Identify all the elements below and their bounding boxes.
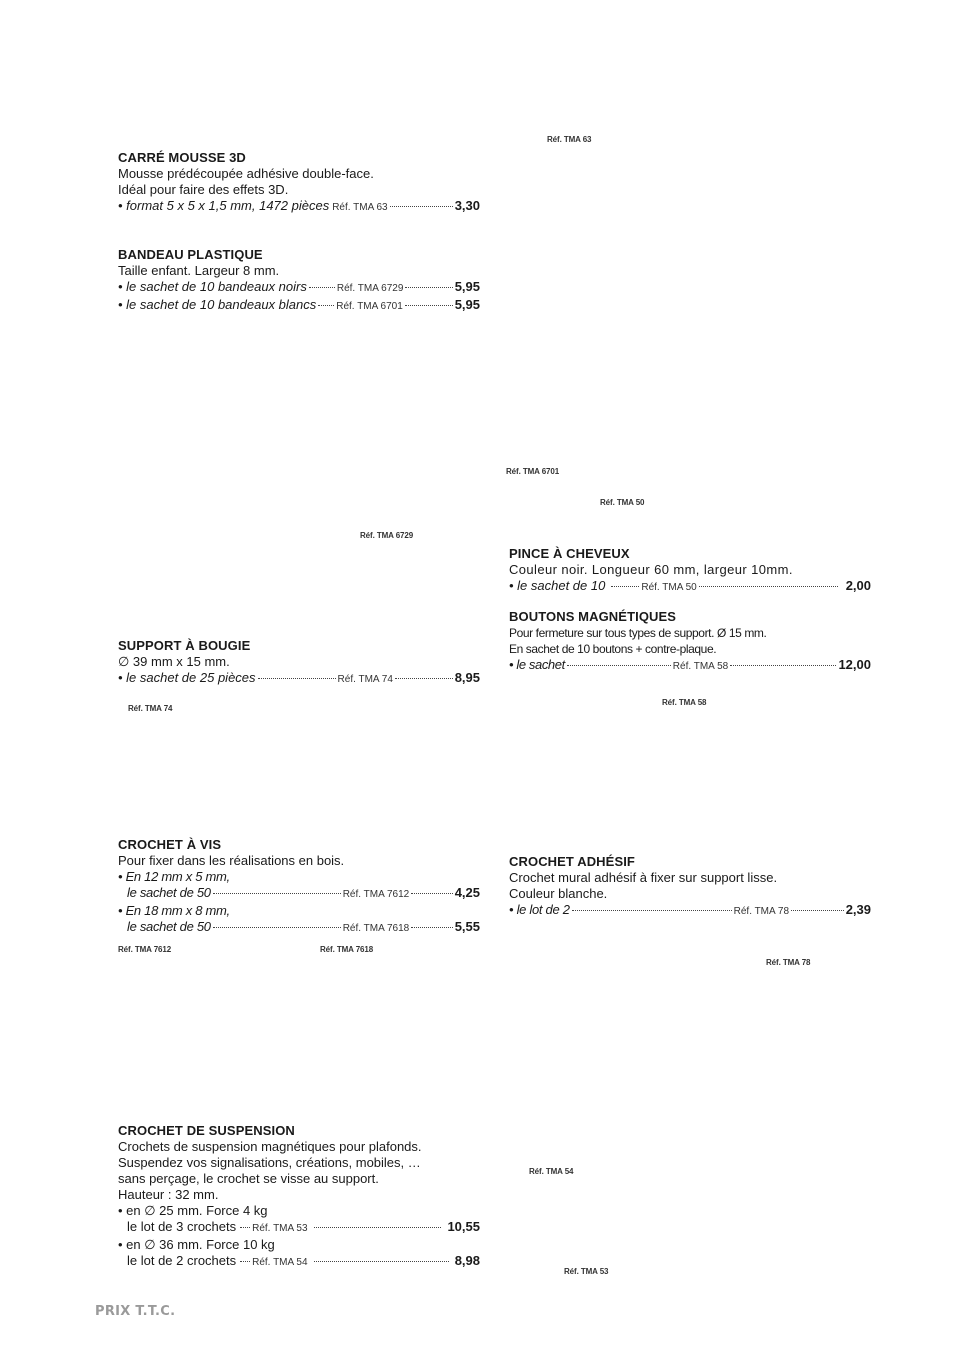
item-label: le lot de 3 crochets (127, 1219, 237, 1234)
dot-leader (405, 305, 453, 306)
product-pince (509, 546, 871, 596)
item-ref: Réf. TMA 7618 (342, 923, 410, 934)
item-ref: Réf. TMA 78 (733, 906, 790, 917)
price-note-footer: PRIX T.T.C. (95, 1304, 176, 1319)
item-label: • le sachet (509, 657, 565, 672)
item-ref: Réf. TMA 74 (337, 674, 393, 685)
dot-leader (411, 927, 452, 928)
dot-leader (240, 1261, 250, 1262)
item-price: 2,00 (845, 578, 871, 593)
price-line (118, 1219, 480, 1237)
product-description: Couleur blanche. (509, 886, 608, 901)
product-description: ∅ 39 mm x 15 mm. (118, 654, 230, 669)
product-bandeau (118, 247, 480, 315)
product-description: Pour fixer dans les réalisations en bois. (118, 853, 345, 868)
price-line (118, 919, 480, 937)
product-crochet-vis (118, 837, 480, 937)
dot-leader (213, 927, 341, 928)
product-title: BOUTONS MAGNÉTIQUES (509, 609, 677, 624)
product-title: BANDEAU PLASTIQUE (118, 247, 263, 262)
dot-leader (572, 910, 732, 911)
product-description: Crochet mural adhésif à fixer sur support lisse. (509, 870, 778, 885)
item-label: • le sachet de 10 (509, 578, 606, 593)
price-line (118, 1253, 480, 1271)
item-price: 5,55 (454, 919, 480, 934)
dot-leader (258, 678, 336, 679)
product-description: Taille enfant. Largeur 8 mm. (118, 263, 280, 278)
product-support-bougie (118, 638, 480, 688)
product-title: CARRÉ MOUSSE 3D (118, 150, 246, 165)
product-crochet-adhesif (509, 854, 871, 920)
product-title: CROCHET ADHÉSIF (509, 854, 635, 869)
item-label: • en ∅ 36 mm. Force 10 kg (118, 1237, 275, 1252)
item-ref: Réf. TMA 6729 (336, 283, 404, 294)
product-description: Couleur noir. Longueur 60 mm, largeur 10mm. (509, 562, 793, 577)
product-description: Idéal pour faire des effets 3D. (118, 182, 289, 197)
product-crochet-suspension (118, 1123, 480, 1271)
price-line (509, 657, 871, 675)
caption-tma58: Réf. TMA 58 (662, 698, 707, 707)
item-price: 12,00 (838, 657, 871, 672)
product-description: sans perçage, le crochet se visse au support. (118, 1171, 379, 1186)
product-description: En sachet de 10 boutons + contre-plaque. (509, 642, 717, 656)
product-boutons (509, 609, 871, 675)
item-ref: Réf. TMA 53 (252, 1223, 308, 1234)
price-line (118, 198, 480, 216)
product-title: PINCE À CHEVEUX (509, 546, 630, 561)
product-description: Pour fermeture sur tous types de support. Ø 15 mm. (509, 626, 767, 640)
item-ref: Réf. TMA 7612 (342, 889, 410, 900)
dot-leader (318, 305, 334, 306)
price-line (118, 885, 480, 903)
item-ref: Réf. TMA 58 (672, 661, 729, 672)
price-line (118, 279, 480, 297)
item-label: le sachet de 50 (127, 919, 211, 934)
item-label: • en ∅ 25 mm. Force 4 kg (118, 1203, 268, 1218)
product-description: Suspendez vos signalisations, créations, mobiles, … (118, 1155, 421, 1170)
caption-tma53: Réf. TMA 53 (564, 1267, 609, 1276)
product-title: CROCHET À VIS (118, 837, 222, 852)
dot-leader (213, 893, 341, 894)
product-description: Hauteur : 32 mm. (118, 1187, 219, 1202)
dot-leader (730, 665, 836, 666)
item-ref: Réf. TMA 54 (252, 1257, 308, 1268)
dot-leader (314, 1261, 449, 1262)
price-line (509, 578, 871, 596)
item-price: 3,30 (454, 198, 480, 213)
caption-tma78: Réf. TMA 78 (766, 958, 811, 967)
price-line (509, 902, 871, 920)
product-title: CROCHET DE SUSPENSION (118, 1123, 295, 1138)
product-description: Crochets de suspension magnétiques pour plafonds. (118, 1139, 422, 1154)
item-label: • le sachet de 10 bandeaux blancs (118, 297, 317, 312)
product-description: Mousse prédécoupée adhésive double-face. (118, 166, 374, 181)
product-carre-mousse (118, 150, 480, 216)
item-label: le sachet de 50 (127, 885, 211, 900)
dot-leader (405, 287, 452, 288)
item-label: • En 12 mm x 5 mm, (118, 869, 230, 884)
item-ref: Réf. TMA 50 (641, 582, 697, 593)
item-price: 5,95 (454, 297, 480, 312)
item-price: 8,98 (454, 1253, 480, 1268)
dot-leader (699, 586, 838, 587)
item-label: • le sachet de 10 bandeaux noirs (118, 279, 307, 294)
caption-tma63: Réf. TMA 63 (547, 135, 592, 144)
dot-leader (240, 1227, 250, 1228)
item-label: le lot de 2 crochets (127, 1253, 237, 1268)
item-label: • le lot de 2 (509, 902, 570, 917)
dot-leader (791, 910, 844, 911)
item-price: 4,25 (454, 885, 480, 900)
caption-tma7618: Réf. TMA 7618 (320, 945, 374, 954)
item-price: 2,39 (845, 902, 871, 917)
item-price: 8,95 (454, 670, 480, 685)
item-ref: Réf. TMA 6701 (336, 301, 403, 312)
dot-leader (390, 206, 453, 207)
caption-tma50: Réf. TMA 50 (600, 498, 645, 507)
dot-leader (411, 893, 452, 894)
item-label: • En 18 mm x 8 mm, (118, 903, 230, 918)
item-label: • le sachet de 25 pièces (118, 670, 256, 685)
caption-tma74: Réf. TMA 74 (128, 704, 173, 713)
dot-leader (314, 1227, 442, 1228)
price-line (118, 670, 480, 688)
product-title: SUPPORT À BOUGIE (118, 638, 251, 653)
dot-leader (567, 665, 671, 666)
caption-tma6701: Réf. TMA 6701 (506, 467, 560, 476)
item-price: 5,95 (454, 279, 480, 294)
caption-tma54: Réf. TMA 54 (529, 1167, 574, 1176)
price-line (118, 297, 480, 315)
dot-leader (309, 287, 335, 288)
item-ref: Réf. TMA 63 (332, 202, 388, 213)
item-label: • format 5 x 5 x 1,5 mm, 1472 pièces (118, 198, 330, 213)
dot-leader (395, 678, 453, 679)
dot-leader (611, 586, 639, 587)
caption-tma7612: Réf. TMA 7612 (118, 945, 172, 954)
item-price: 10,55 (447, 1219, 480, 1234)
caption-tma6729: Réf. TMA 6729 (360, 531, 414, 540)
